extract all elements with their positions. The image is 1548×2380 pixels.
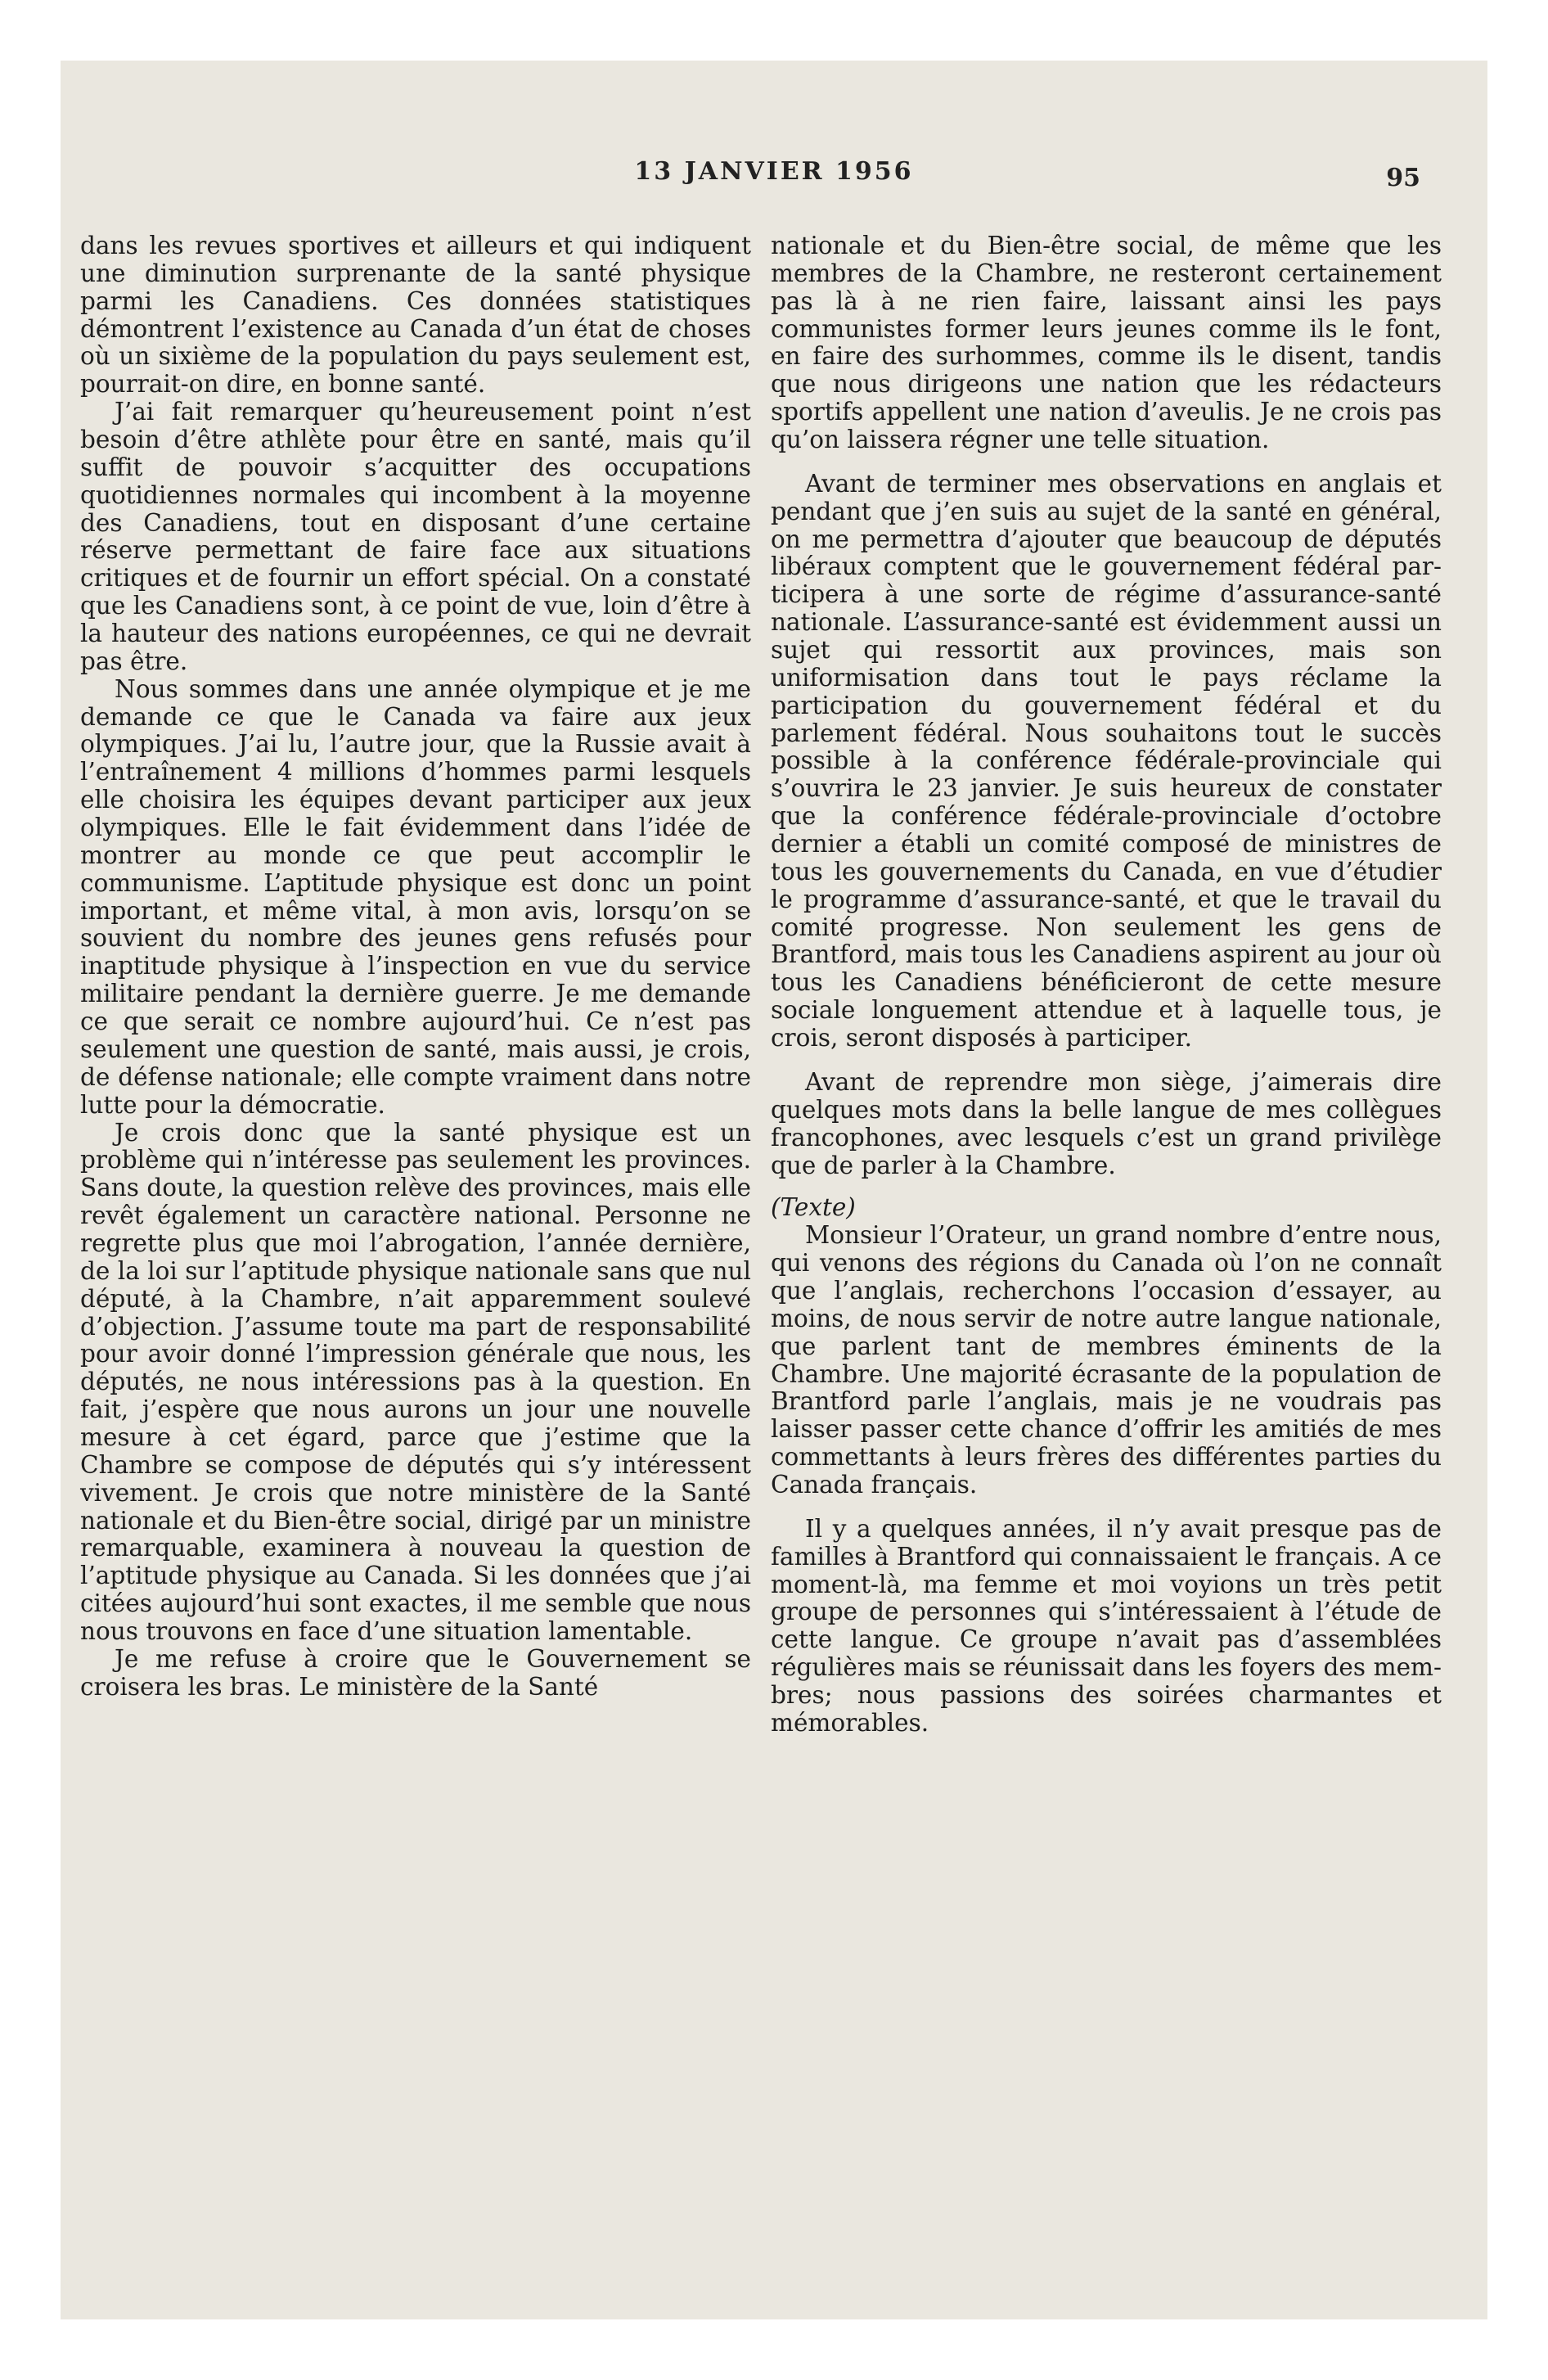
scanned-page	[61, 61, 1487, 2319]
texte-label: (Texte)	[771, 1193, 856, 1222]
right-paragraph-2: Avant de terminer mes observations en anglais et pendant que j’en suis au sujet de la santé en général, on me permettra d’ajouter que beaucoup de députés libéraux comptent que le gouvernement fédéral participera à une sorte de régime d’assurance-santé nationale. L’assurance-santé est évidemment aussi un sujet qui ressortit aux provinces, mais son uniformisation dans tout le pays réclame la participation du gouvernement fédéral et du parlement fédéral. Nous souhaitons tout le succès possible à la conférence fédérale-provinciale qui s’ouvrira le 23 janvier. Je suis heureux de constater que la conférence fédérale-provinciale d’octobre dernier a établi un comité composé de ministres de tous les gouvernements du Canada, en vue d’étudier le programme d’assurance-santé, et que le travail du comité progresse. Non seulement les gens de Brantford, mais tous les Canadiens aspirent au jour où tous les Canadiens bénéficieront de cette mesure sociale longuement attendue et à laquelle tous, je crois, seront disposés à participer.	[771, 469, 1442, 1053]
right-paragraph-3: Avant de reprendre mon siège, j’aimerais dire quelques mots dans la belle langue de mes collègues francophones, avec lesquels c’est un grand privilège que de parler à la Chambre.	[771, 1067, 1442, 1179]
left-paragraph-5: Je me refuse à croire que le Gouvernement se croisera les bras. Le ministère de la Santé	[80, 1644, 751, 1701]
right-column	[771, 232, 1442, 1738]
right-paragraph-4: Monsieur l’Orateur, un grand nombre d’entre nous, qui venons des régions du Canada où l’on ne connaît que l’anglais, recherchons l’occasion d’essayer, au moins, de nous servir de notre autre langue nationale, que parlent tant de membres éminents de la Chambre. Une majorité écrasante de la population de Brantford parle l’anglais, mais je ne voudrais pas laisser passer cette chance d’offrir les amitiés de mes commettants à leurs frères des différentes parties du Canada français.	[771, 1221, 1442, 1499]
page-date: 13 JANVIER 1956	[634, 157, 914, 186]
page-number: 95	[1386, 164, 1420, 192]
left-paragraph-1: dans les revues sportives et ailleurs et qui indiquent une diminution surprenante de la santé physique parmi les Canadiens. Ces données statistiques démontrent l’existence au Canada d’un état de choses où un sixième de la population du pays seulement est, pourrait-on dire, en bonne santé.	[80, 232, 751, 399]
left-paragraph-4: Je crois donc que la santé physique est un problème qui n’intéresse pas seulement les provinces. Sans doute, la question relève des provinces, mais elle revêt également un caractère national. Personne ne regrette plus que moi l’abrogation, l’année dernière, de la loi sur l’aptitude physique nationale sans que nul député, à la Chambre, n’ait apparemment soulevé d’objection. J’assume toute ma part de responsabilité pour avoir donné l’impression générale que nous, les députés, ne nous intéressions pas à la question. En fait, j’espère que nous aurons un jour une nouvelle mesure à cet égard, parce que j’estime que la Chambre se compose de députés qui s’y intéressent vivement. Je crois que notre ministère de la Santé nationale et du Bien-être social, dirigé par un ministre remarquable, examinera à nouveau la question de l’aptitude physique au Canada. Si les données que j’ai citées aujourd’hui sont exactes, il me semble que nous nous trouvons en face d’une situation lamentable.	[80, 1118, 751, 1645]
right-paragraph-5: Il y a quelques années, il n’y avait presque pas de familles à Brantford qui connaissaient le français. A ce moment-là, ma femme et moi voyions un très petit groupe de personnes qui s’intéressaient à l’étude de cette langue. Ce groupe n’avait pas d’assemblées régulières mais se réunissait dans les foyers des membres; nous passions des soirées charmantes et mémorables.	[771, 1514, 1442, 1737]
page-header	[61, 157, 1487, 198]
right-paragraph-1: nationale et du Bien-être social, de même que les membres de la Chambre, ne resteront certainement pas là à ne rien faire, laissant ainsi les pays communistes former leurs jeunes comme ils le font, en faire des surhommes, comme ils le disent, tandis que nous dirigeons une nation que les rédacteurs sportifs appellent une nation d’aveulis. Je ne crois pas qu’on laissera régner une telle situation.	[771, 232, 1442, 454]
left-paragraph-2: J’ai fait remarquer qu’heureusement point n’est besoin d’être athlète pour être en santé, mais qu’il suffit de pouvoir s’acquitter des occupations quotidiennes normales qui incombent à la moyenne des Canadiens, tout en disposant d’une certaine réserve permettant de faire face aux situations critiques et de fournir un effort spécial. On a constaté que les Canadiens sont, à ce point de vue, loin d’être à la hauteur des nations européennes, ce qui ne devrait pas être.	[80, 398, 752, 675]
left-paragraph-3: Nous sommes dans une année olympique et je me demande ce que le Canada va faire aux jeux olympiques. J’ai lu, l’autre jour, que la Russie avait à l’entraînement 4 millions d’hommes parmi lesquels elle choisira les équipes devant participer aux jeux olympiques. Elle le fait évidemment dans l’idée de montrer au monde ce que peut accomplir le communisme. L’aptitude physique est donc un point important, et même vital, à mon avis, lorsqu’on se souvient du nombre des jeunes gens refusés pour inaptitude physique à l’inspection en vue du service militaire pendant la dernière guerre. Je me demande ce que serait ce nombre aujourd’hui. Ce n’est pas seulement une question de santé, mais aussi, je crois, de défense nationale; elle compte vraiment dans notre lutte pour la démocratie.	[80, 674, 751, 1119]
left-column	[80, 232, 751, 1702]
